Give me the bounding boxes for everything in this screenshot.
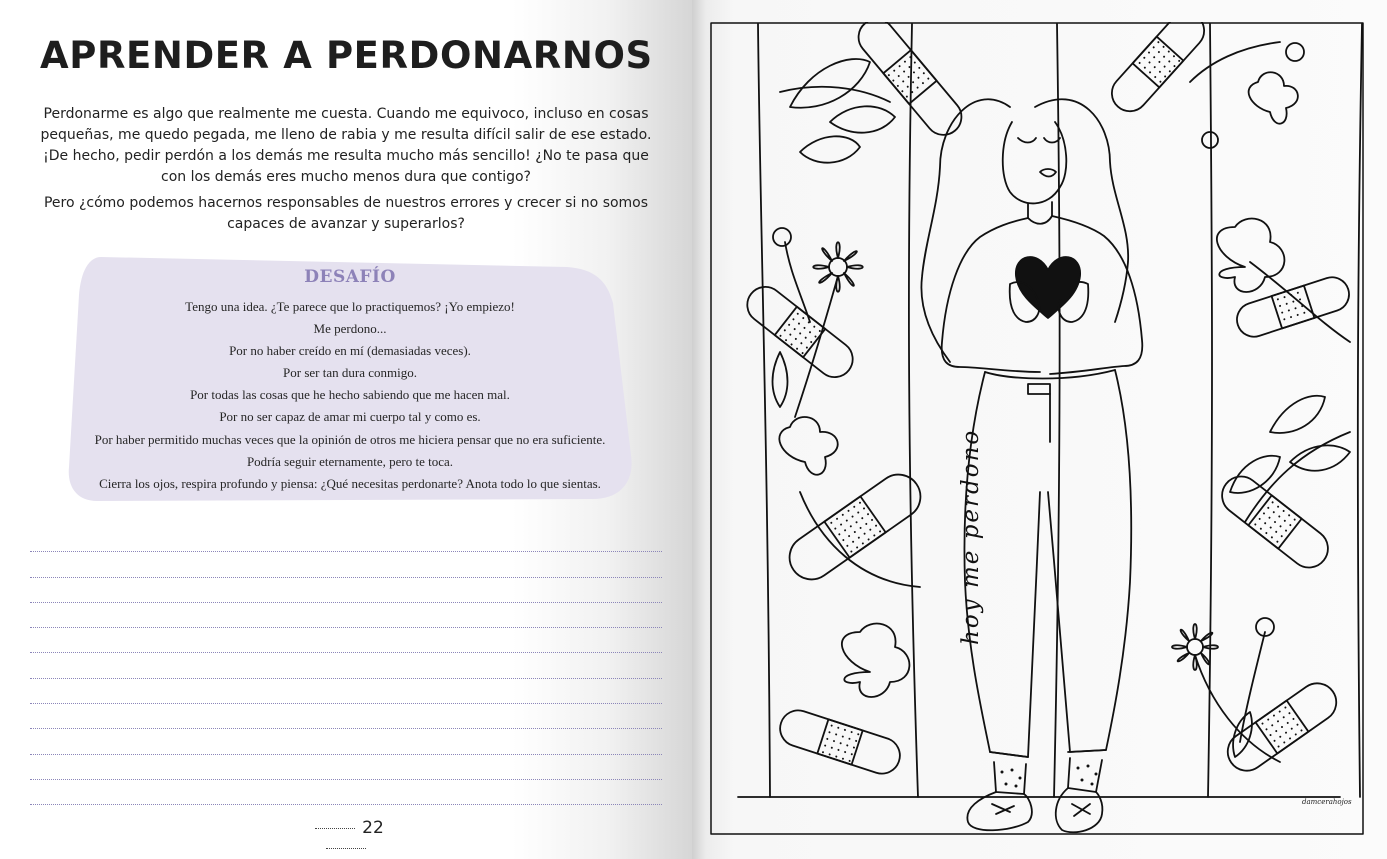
writing-line[interactable] (30, 679, 662, 704)
bandage-dot (1254, 523, 1257, 526)
flower (813, 242, 863, 292)
right-shoe (1056, 788, 1103, 832)
bandage-dot (902, 80, 905, 83)
bandage-dot (844, 529, 847, 532)
sock-dots (1001, 765, 1098, 788)
bandage-dot (1277, 298, 1280, 301)
bandage-dot (887, 74, 890, 77)
bandage-dot (913, 61, 916, 64)
bandage-dot (863, 532, 866, 535)
bandage-dot (857, 536, 860, 539)
bandage-dot (1285, 731, 1288, 734)
leaf (1230, 456, 1280, 493)
bandage-dot (1258, 517, 1261, 520)
bandage-dot (857, 511, 860, 514)
bg-line (1358, 24, 1362, 797)
bandage-dot (1164, 75, 1167, 78)
bandage-dot (833, 740, 836, 743)
leaf (830, 106, 895, 132)
bg-line (1208, 24, 1212, 797)
writing-line[interactable] (30, 729, 662, 754)
bandage-dot (1153, 66, 1156, 69)
bandage-dot (814, 335, 817, 338)
bandage-dot (1267, 718, 1270, 721)
bandage-dot (835, 733, 838, 736)
challenge-heading: DESAFÍO (304, 267, 396, 287)
bandage-dot (1285, 529, 1288, 532)
challenge-line: Tengo una idea. ¿Te parece que lo practiquemos? ¡Yo empiezo! (185, 299, 515, 314)
bandage-dot (867, 538, 870, 541)
bandage-dot (1157, 51, 1160, 54)
challenge-lines (67, 296, 633, 495)
bandage-dot (855, 521, 858, 524)
bandage-dot (848, 738, 851, 741)
bandage-dot (830, 724, 833, 727)
writing-line[interactable] (30, 527, 662, 552)
bandage-dot (1159, 80, 1162, 83)
bandage-dot (1280, 535, 1283, 538)
bandage-dot (1269, 526, 1272, 529)
bandage-dot (796, 347, 799, 350)
bandage-dot (846, 744, 849, 747)
leaf (1270, 396, 1325, 433)
bandage-dot (840, 523, 843, 526)
bandage-dot (799, 332, 802, 335)
bandage-dot (826, 738, 829, 741)
bandage-dot (1163, 65, 1166, 68)
bandage-dot (805, 346, 808, 349)
bandage-dot (1292, 718, 1295, 721)
bandage-dot (1299, 298, 1302, 301)
bandage-dot (851, 753, 854, 756)
bandage-dot (875, 524, 878, 527)
bandage-dot (879, 530, 882, 533)
page-title: APRENDER A PERDONARNOS (40, 34, 653, 77)
bandage-dot (790, 343, 793, 346)
bandage-dot (861, 542, 864, 545)
stem (800, 492, 920, 587)
challenge-line: Por todas las cosas que he hecho sabiendo que me hacen mal. (190, 387, 510, 403)
bandage-dot (855, 740, 858, 743)
bandage-dot (1173, 55, 1176, 58)
bandage-dot (916, 86, 919, 89)
bandage-dot (1261, 722, 1264, 725)
bandage-dot (903, 70, 906, 73)
bandage-dot (852, 540, 855, 543)
bandage-dot (1278, 515, 1281, 518)
bandage-dot (835, 755, 838, 758)
writing-line[interactable] (30, 653, 662, 678)
bandage-dot (810, 341, 813, 344)
bud (1286, 43, 1304, 61)
bandage-dot (863, 507, 866, 510)
bandage-dot (907, 75, 910, 78)
bandage-dot (856, 546, 859, 549)
bandage-dot (917, 76, 920, 79)
bandage-dot (1149, 71, 1152, 74)
bandage-dot (901, 90, 904, 93)
bandage-dot (849, 525, 852, 528)
challenge-line: Por no haber creído en mí (demasiadas veces). (229, 343, 471, 359)
bandage-dot (1275, 530, 1278, 533)
bandage-dot (809, 331, 812, 334)
bandage-dot (913, 71, 916, 74)
bandage-dot (850, 550, 853, 553)
bandage-dot (848, 760, 851, 763)
bandage-dot (912, 81, 915, 84)
bandage-dot (1143, 66, 1146, 69)
bandage-dot (836, 517, 839, 520)
bandage-dot (793, 328, 796, 331)
bandage-dot (853, 746, 856, 749)
bandage-dot (905, 95, 908, 98)
bandage-dot (1265, 728, 1268, 731)
laces (1072, 804, 1090, 816)
bandage-dot (1288, 309, 1291, 312)
writing-area[interactable] (30, 527, 662, 805)
left-page (0, 0, 692, 859)
bandage-dot (844, 729, 847, 732)
bandage-dot (1279, 525, 1282, 528)
bandage-dot (851, 515, 854, 518)
bandage-dot (794, 338, 797, 341)
bandage-dot (824, 744, 827, 747)
bandage-dot (842, 735, 845, 738)
bandage-dot (1157, 41, 1160, 44)
bandage-dot (1283, 318, 1286, 321)
bandage-dot (1300, 729, 1303, 732)
bandage-dot (818, 330, 821, 333)
writing-line[interactable] (30, 780, 662, 805)
writing-line[interactable] (30, 603, 662, 628)
challenge-line: Podría seguir eternamente, pero te toca. (246, 453, 454, 469)
bandage-dot (1274, 521, 1277, 524)
leaf (800, 136, 860, 162)
artist-signature: damcerahojos (1302, 798, 1352, 806)
bandage-dot (1138, 62, 1141, 65)
bandage-dot (792, 318, 795, 321)
trousers-right (1048, 370, 1131, 752)
bandage-dot (922, 82, 925, 85)
bandage-dot (1283, 296, 1286, 299)
hoy-me-perdono-text: hoy me perdono (958, 428, 984, 645)
bandage-dot (1173, 65, 1176, 68)
intro-text (40, 104, 652, 240)
bg-line (909, 24, 918, 797)
bandage-dot (1148, 61, 1151, 64)
flower (1249, 72, 1298, 123)
bandage-dot (813, 325, 816, 328)
bandage-dot (1167, 50, 1170, 53)
bandage-dot (828, 731, 831, 734)
bandage-dot (1303, 312, 1306, 315)
belt-loop (1028, 384, 1050, 394)
bandage-dot (873, 534, 876, 537)
bandage-dot (859, 501, 862, 504)
bandage-dot (837, 727, 840, 730)
leaf (1290, 445, 1350, 470)
face-outline (1003, 122, 1067, 203)
bud (1202, 132, 1218, 148)
bandage-dot (804, 336, 807, 339)
bandage-dot (1162, 45, 1165, 48)
bandage-dot (904, 60, 907, 63)
page-number-value: 22 (362, 818, 384, 838)
bandage-dot (1288, 514, 1291, 517)
writing-line[interactable] (30, 704, 662, 729)
leaf (790, 59, 870, 108)
hair-outline (921, 99, 1010, 362)
bandage-dot (1286, 722, 1289, 725)
neck (1028, 202, 1052, 218)
bandage-dot (803, 326, 806, 329)
bandage-dot (1273, 739, 1276, 742)
bandage-dot (1288, 712, 1291, 715)
bandage-dot (1294, 307, 1297, 310)
bandage-dot (1268, 516, 1271, 519)
bandage-dot (1271, 724, 1274, 727)
bandage-dot (842, 539, 845, 542)
stem (1195, 655, 1280, 762)
illustration-drawing (710, 22, 1366, 837)
bandage-dot (1277, 745, 1280, 748)
bandage-dot (1269, 734, 1272, 737)
bandage-dot (1264, 522, 1267, 525)
stem (1190, 42, 1280, 82)
mouth (1040, 169, 1056, 177)
bandage-dot (828, 753, 831, 756)
bandage-dot (1296, 314, 1299, 317)
bandage-dot (853, 531, 856, 534)
bandage-dot (837, 749, 840, 752)
bandage-dot (1148, 51, 1151, 54)
bandage (1104, 22, 1211, 119)
intro-paragraph-1: Perdonarme es algo que realmente me cuesta. Cuando me equivoco, incluso en cosas pequeñas, me quedo pegada, me lleno de rabia y me resulta difícil salir de ese estado. ¡De hecho, pedir perdón a los demás me resulta mucho más sencillo! ¿No te pasa que con los demás eres mucho menos dura que contigo? (40, 106, 652, 185)
bandage-dot (1282, 510, 1285, 513)
bandage-dot (1289, 737, 1292, 740)
challenge-line: Por no ser capaz de amar mi cuerpo tal y como es. (219, 409, 481, 425)
bandage-dot (1270, 536, 1273, 539)
bandage-dot (892, 79, 895, 82)
bandage-dot (1271, 501, 1274, 504)
bandage-dot (1279, 735, 1282, 738)
collar (1028, 216, 1052, 224)
bandage-dot (896, 84, 899, 87)
bandage-dot (1153, 56, 1156, 59)
stem (1250, 262, 1350, 342)
bandage-dot (1267, 506, 1270, 509)
bandage-dot (1168, 60, 1171, 63)
bandage-dot (847, 509, 850, 512)
writing-line[interactable] (30, 578, 662, 603)
bandage-dot (1276, 540, 1279, 543)
challenge-line: Por ser tan dura conmigo. (283, 365, 417, 381)
challenge-line: Por haber permitido muchas veces que la opinión de otros me hiciera pensar que no era suficiente. (94, 431, 606, 447)
bg-line (758, 24, 770, 797)
bandage-dot (850, 731, 853, 734)
leaf (773, 352, 788, 407)
intro-paragraph-2: Pero ¿cómo podemos hacernos responsables de nuestros errores y crecer si no somos capaces de avanzar y superarlos? (43, 195, 649, 232)
bandage-dot (1289, 524, 1292, 527)
bandage-dot (922, 72, 925, 75)
bandage-dot (800, 342, 803, 345)
bandage-dot (1292, 300, 1295, 303)
bandage-dot (1290, 316, 1293, 319)
closed-eyes (1018, 138, 1060, 143)
bandage-dot (841, 513, 844, 516)
bandage-dot (785, 339, 788, 342)
stem (785, 242, 810, 322)
bandage-dot (1277, 720, 1280, 723)
bandage-dot (798, 322, 801, 325)
bandage-dot (830, 521, 833, 524)
page-number-dots-right (326, 848, 366, 849)
bandage-dot (1278, 710, 1281, 713)
bandage-dot (853, 505, 856, 508)
bandage-dot (783, 329, 786, 332)
page-number-dots-left (315, 828, 355, 829)
page-number (282, 818, 410, 858)
bandage-dot (898, 65, 901, 68)
bandage-dot (838, 533, 841, 536)
writing-line[interactable] (30, 755, 662, 780)
writing-line[interactable] (30, 552, 662, 577)
challenge-line: Me perdono... (313, 321, 387, 337)
flower (842, 624, 910, 697)
bandage-dot (1281, 726, 1284, 729)
bandage-dot (789, 333, 792, 336)
bandage-dot (845, 519, 848, 522)
bandage-dot (918, 66, 921, 69)
bandage-dot (779, 334, 782, 337)
bandage-dot (1293, 518, 1296, 521)
bandage-dot (869, 528, 872, 531)
challenge-box (67, 255, 633, 502)
bandage-dot (831, 746, 834, 749)
bandage-dot (927, 77, 930, 80)
bandage-dot (865, 523, 868, 526)
bandage-dot (1275, 730, 1278, 733)
bandage-dot (861, 517, 864, 520)
bandage-dot (1290, 727, 1293, 730)
bandage-dot (859, 527, 862, 530)
bandage-dot (822, 751, 825, 754)
bandage (781, 466, 929, 588)
bandage-dot (1159, 70, 1162, 73)
writing-line[interactable] (30, 628, 662, 653)
bandage-dot (834, 527, 837, 530)
bandage (775, 706, 904, 779)
bandage-dot (1263, 512, 1266, 515)
bandage-dot (1285, 303, 1288, 306)
bandage-dot (1284, 706, 1287, 709)
bandage-dot (1297, 292, 1300, 295)
bandage-dot (1272, 511, 1275, 514)
bud (773, 228, 791, 246)
bandage-dot (842, 757, 845, 760)
trouser-cuffs (990, 750, 1106, 757)
bandage-dot (802, 317, 805, 320)
bandage-dot (857, 733, 860, 736)
right-page (692, 0, 1387, 859)
bandage-dot (1178, 59, 1181, 62)
bandage-dot (848, 535, 851, 538)
bandage-dot (897, 75, 900, 78)
bandage-dot (871, 519, 874, 522)
bandage-dot (1265, 532, 1268, 535)
bandage-dot (1154, 76, 1157, 79)
bandage-dot (1281, 311, 1284, 314)
bandage-dot (839, 742, 842, 745)
bandage-dot (801, 352, 804, 355)
bandage-dot (1283, 519, 1286, 522)
bandage-dot (1296, 723, 1299, 726)
bandage-dot (893, 69, 896, 72)
bandage-dot (1277, 505, 1280, 508)
bandage-dot (1152, 46, 1155, 49)
bandage-dot (796, 312, 799, 315)
bandage-dot (906, 85, 909, 88)
bandage-dot (1279, 305, 1282, 308)
bandage-dot (1283, 741, 1286, 744)
bandage-dot (1143, 56, 1146, 59)
bandage-dot (1163, 55, 1166, 58)
heart (1016, 257, 1080, 318)
bandage-dot (1282, 716, 1285, 719)
bandage-dot (846, 544, 849, 547)
bandage-dot (1259, 527, 1262, 530)
laces (992, 804, 1014, 814)
coloring-illustration[interactable] (710, 22, 1366, 837)
bandage-dot (1273, 714, 1276, 717)
flower (779, 417, 837, 475)
bandage (1220, 676, 1343, 778)
bandage-dot (1294, 733, 1297, 736)
challenge-line: Cierra los ojos, respira profundo y piensa: ¿Qué necesitas perdonarte? Anota todo lo que sientas. (99, 475, 601, 491)
bandage-dot (788, 323, 791, 326)
bandage-dot (844, 751, 847, 754)
bandage-dot (1168, 70, 1171, 73)
bandage-dot (1158, 61, 1161, 64)
bandage-dot (867, 513, 870, 516)
